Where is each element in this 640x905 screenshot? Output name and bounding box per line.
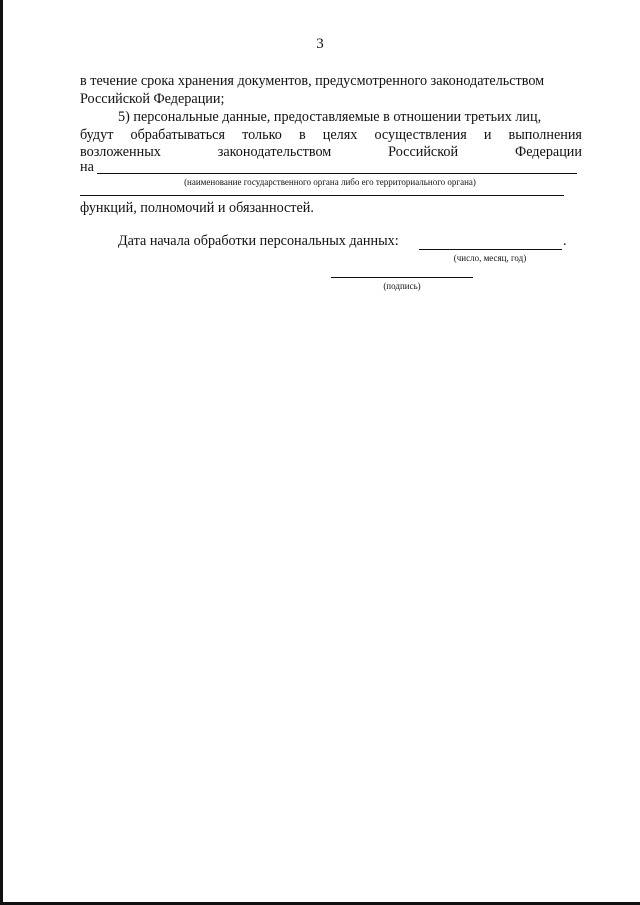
- processing-start-label: Дата начала обработки персональных данных:: [118, 233, 399, 249]
- word: обрабатываться: [130, 127, 226, 143]
- processing-start-terminal: .: [563, 233, 567, 249]
- signature-blank-line: [331, 277, 473, 278]
- signature-caption: (подпись): [383, 281, 421, 291]
- word: только: [242, 127, 282, 143]
- paragraph-4-line-2: Российской Федерации;: [80, 91, 225, 107]
- page-number: 3: [316, 36, 324, 52]
- paragraph-5-line-4-prefix: на: [80, 159, 94, 175]
- processing-start-date-blank: [419, 249, 562, 250]
- word: Федерации: [514, 144, 582, 160]
- org-name-caption: (наименование государственного органа либо его территориального органа): [184, 177, 476, 187]
- word: возложенных: [80, 144, 161, 160]
- paragraph-5-line-3: [80, 143, 582, 161]
- date-caption: (число, месяц, год): [453, 253, 527, 263]
- paragraph-5-line-2: [80, 126, 582, 144]
- word: целях: [322, 127, 358, 143]
- scan-border-left: [0, 0, 3, 905]
- word: выполнения: [508, 127, 582, 143]
- org-name-blank-line: [97, 173, 577, 174]
- word: законодательством: [217, 144, 332, 160]
- word: осуществления: [374, 127, 467, 143]
- org-name-blank-line-2: [80, 195, 564, 196]
- word: и: [483, 127, 492, 143]
- paragraph-5-line-1: 5) персональные данные, предоставляемые в отношении третьих лиц,: [118, 109, 542, 125]
- word: в: [298, 127, 306, 143]
- word: Российской: [388, 144, 459, 160]
- paragraph-5-line-5: функций, полномочий и обязанностей.: [80, 200, 314, 216]
- paragraph-4-line-1: в течение срока хранения документов, предусмотренного законодательством: [80, 73, 545, 89]
- word: будут: [80, 127, 114, 143]
